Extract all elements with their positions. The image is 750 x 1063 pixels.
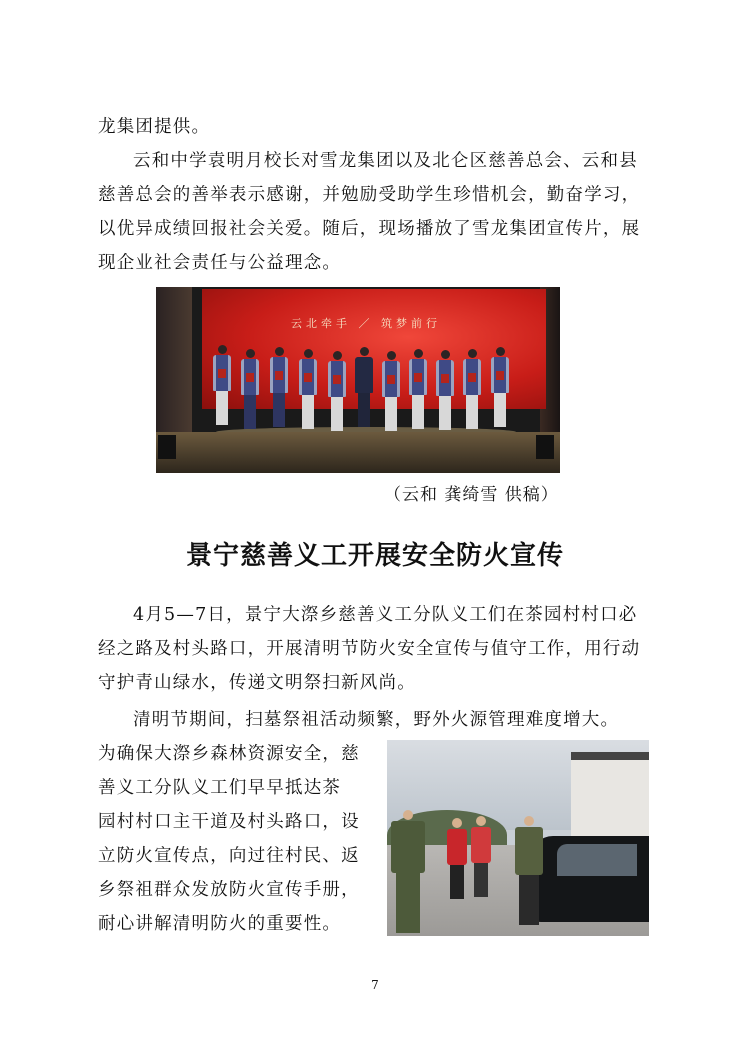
paragraph-actions <box>98 737 383 941</box>
student-figure <box>435 350 455 430</box>
paragraph-continuation: 龙集团提供。 <box>98 117 211 137</box>
paragraph-line: 耐心讲解清明防火的重要性。 <box>98 914 342 934</box>
volunteer-photo <box>387 740 649 936</box>
black-car <box>531 836 649 922</box>
volunteer-figure <box>391 810 425 933</box>
principal-figure <box>354 347 374 427</box>
ceremony-photo <box>156 287 560 473</box>
student-figure <box>462 349 482 429</box>
student-figure <box>408 349 428 429</box>
paragraph-line: 善义工分队义工们早早抵达茶 <box>98 778 342 798</box>
page-number: 7 <box>371 978 379 992</box>
paragraph-line: 为确保大漈乡森林资源安全，慈 <box>98 744 360 764</box>
student-figure <box>327 351 347 431</box>
stage-speaker-right <box>536 435 554 459</box>
student-figure <box>269 347 289 427</box>
student-figure <box>298 349 318 429</box>
student-figure <box>490 347 510 427</box>
paragraph-intro: 4月5—7日，景宁大漈乡慈善义工分队义工们在茶园村村口必经之路及村头路口，开展清明节防火安全宣传与值守工作，用行动守护青山绿水，传递文明祭扫新风尚。 <box>98 605 641 693</box>
volunteer-figure <box>471 816 491 897</box>
volunteer-figure <box>515 816 543 925</box>
student-figure <box>381 351 401 431</box>
village-house <box>571 752 649 847</box>
paragraph-line: 乡祭祖群众发放防火宣传手册， <box>98 880 360 900</box>
student-figure <box>212 345 232 425</box>
paragraph-line: 园村村口主干道及村头路口，设 <box>98 812 360 832</box>
volunteer-figure <box>447 818 467 899</box>
paragraph-background: 清明节期间，扫墓祭祖活动频繁，野外火源管理难度增大。 <box>133 710 620 730</box>
article-title: 景宁慈善义工开展安全防火宣传 <box>185 541 564 571</box>
paragraph-thanks: 云和中学袁明月校长对雪龙集团以及北仑区慈善总会、云和县慈善总会的善举表示感谢，并勉励受助学生珍惜机会，勤奋学习，以优异成绩回报社会关爱。随后，现场播放了雪龙集团宣传片，展现企业社会责任与公益理念。 <box>98 151 641 273</box>
backdrop-slogan: 云北牵手 ／ 筑梦前行 <box>291 317 441 330</box>
photo-credit-caption: （云和 龚绮雪 供稿） <box>384 485 559 505</box>
stage-speaker-left <box>158 435 176 459</box>
stage-floor <box>156 432 560 473</box>
student-figure <box>240 349 260 429</box>
paragraph-line: 立防火宣传点，向过往村民、返 <box>98 846 360 866</box>
